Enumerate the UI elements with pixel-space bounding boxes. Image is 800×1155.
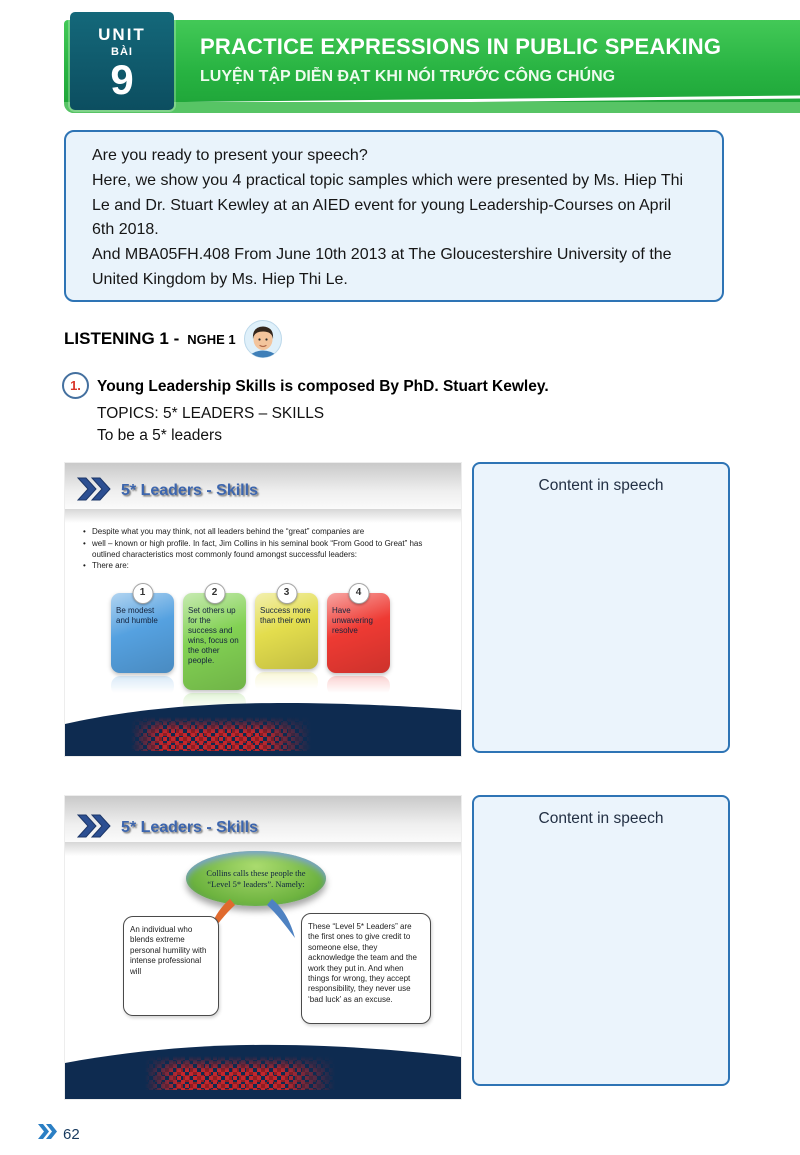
leader-card-column xyxy=(327,587,390,696)
unit-label: UNIT xyxy=(98,25,146,44)
pixel-decoration xyxy=(131,717,311,751)
unit-banner xyxy=(64,20,800,113)
card-text: Have unwavering resolve xyxy=(332,606,373,635)
card-text: Set others up for the success and wins, focus on the other people. xyxy=(188,606,239,665)
card-number: 2 xyxy=(211,587,218,599)
card-number-badge xyxy=(204,583,225,604)
banner-stripe-light xyxy=(64,102,800,113)
intro-line-1: Are you ready to present your speech? xyxy=(92,147,368,164)
speaker-avatar-icon xyxy=(244,320,282,358)
exercise-number: 1. xyxy=(70,378,81,393)
pixel-decoration xyxy=(145,1056,335,1090)
diagram-box-left: An individual who blends extreme personal humility with intense professional will xyxy=(123,916,219,1016)
diagram-ellipse: Collins calls these people the “Level 5* leaders”. Namely: xyxy=(186,851,326,906)
content-panel-1 xyxy=(472,462,730,753)
exercise-number-badge xyxy=(62,372,89,399)
page-footer xyxy=(38,1124,80,1144)
page-number: 62 xyxy=(63,1125,80,1143)
page-title: PRACTICE EXPRESSIONS IN PUBLIC SPEAKING xyxy=(200,34,722,59)
bullet-item: • Despite what you may think, not all leaders behind the “great” companies are xyxy=(83,527,441,538)
card-number: 4 xyxy=(355,587,362,599)
slide-1-bullets xyxy=(83,527,441,573)
exercise-title: Young Leadership Skills is composed By PhD. Stuart Kewley. xyxy=(97,378,549,395)
content-panel-2 xyxy=(472,795,730,1086)
card-text: Success more than their own xyxy=(260,606,311,625)
leader-card-3 xyxy=(255,587,318,669)
leader-card-1 xyxy=(111,587,174,673)
bullet-item: • well – known or high profile. In fact, Jim Collins in his seminal book “From Good to Great” has outlined characteristics most commonly found amongst successful leaders: xyxy=(83,539,441,561)
slide-1-title: 5* Leaders - Skills xyxy=(121,482,258,499)
slide-header-band-fade xyxy=(65,509,461,523)
listening-heading xyxy=(64,320,282,358)
double-chevron-icon xyxy=(77,477,111,506)
card-number-badge xyxy=(276,583,297,604)
content-panel-label: Content in speech xyxy=(538,477,664,494)
intro-line-2: Here, we show you 4 practical topic samples which were presented by Ms. Hiep Thi Le and Dr. Stuart Kewley at an AIED event for young Leadership-Courses on April 6th 2018. xyxy=(92,171,684,239)
slide-2-title: 5* Leaders - Skills xyxy=(121,819,258,836)
card-number: 1 xyxy=(139,587,146,599)
content-panel-label: Content in speech xyxy=(538,810,664,827)
unit-label-vn: BÀI xyxy=(111,46,133,58)
topics-subline: To be a 5* leaders xyxy=(97,427,222,444)
card-number: 3 xyxy=(283,587,290,599)
bullet-item: • There are: xyxy=(83,561,441,572)
card-number-badge xyxy=(132,583,153,604)
slide-1 xyxy=(64,462,462,757)
topics-line: TOPICS: 5* LEADERS – SKILLS xyxy=(97,405,325,422)
card-reflection xyxy=(255,672,318,692)
double-chevron-icon xyxy=(38,1124,58,1144)
diagram-box-right: These “Level 5* Leaders” are the first ones to give credit to someone else, they acknowledge the team and the work they put in. And when things for wrong, they accept responsibility, they never use ‘bad luck’ as an excuse. xyxy=(301,913,431,1024)
unit-number-box xyxy=(70,12,174,110)
leader-card-column xyxy=(111,587,174,696)
listening-title-vn: NGHE 1 xyxy=(187,331,236,347)
card-number-badge xyxy=(348,583,369,604)
page-subtitle: LUYỆN TẬP DIỄN ĐẠT KHI NÓI TRƯỚC CÔNG CHÚNG xyxy=(200,68,616,85)
intro-line-3: And MBA05FH.408 From June 10th 2013 at The Gloucestershire University of the United Kingdom by Ms. Hiep Thi Le. xyxy=(92,246,672,288)
card-reflection xyxy=(111,676,174,696)
leader-card-4 xyxy=(327,587,390,673)
intro-box xyxy=(64,130,724,302)
slide-2 xyxy=(64,795,462,1100)
leader-card-column xyxy=(255,587,318,692)
card-text: Be modest and humble xyxy=(116,606,158,625)
card-reflection xyxy=(327,676,390,696)
listening-title: LISTENING 1 - xyxy=(64,329,180,348)
leader-card-2 xyxy=(183,587,246,690)
unit-number: 9 xyxy=(110,56,134,103)
